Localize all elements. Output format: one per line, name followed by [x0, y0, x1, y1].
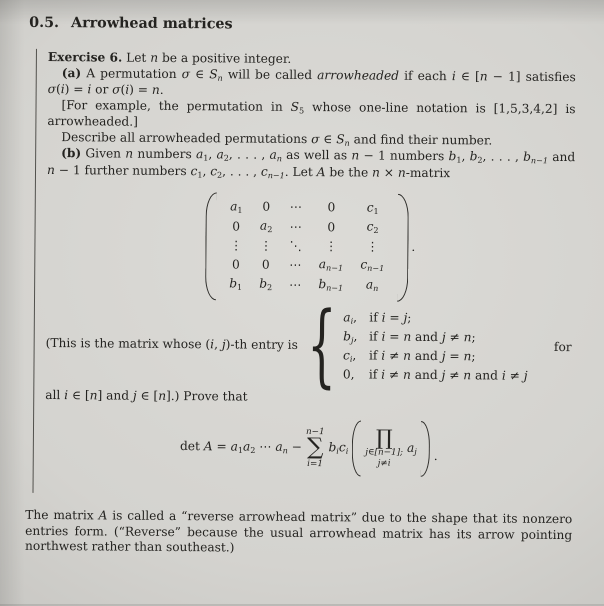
product-lower-limit-2: j≠i — [377, 458, 391, 469]
matrix-cell: ⋯ — [289, 219, 302, 234]
case-value: ci, — [342, 348, 357, 364]
matrix-cell: c2 — [366, 219, 379, 236]
matrix-cell: a2 — [259, 219, 273, 235]
matrix-cell: b2 — [259, 276, 273, 293]
case-value: bj, — [343, 329, 358, 345]
formula-period: . — [433, 449, 438, 464]
product-body: aj — [406, 440, 417, 457]
product-operator: ∏ — [375, 425, 393, 450]
case-row — [343, 310, 528, 328]
matrix-grid — [216, 192, 398, 301]
matrix-period: . — [411, 239, 416, 254]
product-right-paren — [421, 421, 430, 477]
section-heading — [29, 14, 576, 36]
case-condition: if i = n and j ≠ n; — [369, 329, 476, 345]
matrix-right-paren — [397, 193, 409, 301]
matrix-cell: ⋮ — [229, 238, 243, 253]
section-number: 0.5. — [29, 14, 60, 32]
matrix-left-paren — [205, 192, 217, 300]
part-a-paragraph: (a) A permutation σ ∈ Sn will be called arrowheaded if each i ∈ [n − 1] satisfies σ(i) = i or σ(i) = n. — [47, 65, 576, 98]
product — [365, 425, 404, 469]
product-lower-limit-1: j∈[n−1]; — [365, 447, 404, 459]
case-value: ai, — [343, 310, 358, 326]
matrix-cell: ⋮ — [366, 239, 379, 254]
case-value: 0, — [342, 367, 355, 382]
matrix-cell: 0 — [327, 220, 336, 235]
matrix-cell: ⋯ — [289, 277, 302, 292]
matrix-cell: a1 — [230, 199, 243, 215]
closing-remark-paragraph: The matrix A is called a “reverse arrowhead matrix” due to the shape that its nonzero entries form. (“Reverse” because the usual arrowhead matrix has its arrow pointing northwest rather than southeast.) — [25, 507, 573, 555]
case-row — [343, 329, 528, 347]
case-row — [343, 348, 528, 366]
matrix-cell: ⋮ — [324, 239, 338, 254]
matrix-cell: c1 — [366, 200, 379, 216]
case-row — [343, 367, 528, 384]
case-condition: if i ≠ n and j ≠ n and i ≠ j — [368, 367, 528, 383]
cases-intro-text: (This is the matrix whose (i, j)-th entry is — [45, 336, 298, 353]
matrix-cell: ⋯ — [289, 257, 302, 273]
case-condition: if i ≠ n and j = n; — [368, 348, 476, 364]
matrix-cell: 0 — [261, 257, 270, 272]
matrix-cell: 0 — [231, 257, 240, 272]
reverse-arrowhead-matrix — [205, 192, 409, 302]
matrix-cell: 0 — [262, 199, 271, 215]
part-a-example-paragraph: [For example, the permutation in S5 whose one-line notation is [1,5,3,4,2] is arrowheaded.] — [47, 97, 576, 130]
exercise-block — [32, 49, 575, 497]
sum-operator: ∑ — [306, 434, 324, 461]
matrix-cell: b1 — [229, 276, 243, 293]
cases-table — [343, 310, 528, 384]
matrix-cell: 0 — [327, 200, 336, 215]
for-label: for — [553, 340, 572, 355]
case-condition: if i = j; — [369, 310, 412, 325]
cases-brace: { — [307, 293, 337, 398]
matrix-cell: bn−1 — [318, 277, 344, 293]
section-title: Arrowhead matrices — [70, 15, 233, 33]
sum-upper-limit: n−1 — [305, 426, 325, 437]
summation — [306, 427, 325, 470]
cases-outro-paragraph: all i ∈ [n] and j ∈ [n].) Prove that — [45, 387, 248, 404]
formula-mid: bici — [328, 439, 349, 456]
determinant-formula — [45, 418, 573, 478]
exercise-intro-paragraph: Exercise 6. Let n be a positive integer. — [47, 50, 292, 67]
matrix-cell: cn−1 — [360, 257, 385, 274]
matrix-display — [46, 191, 575, 303]
matrix-cell: 0 — [232, 219, 241, 234]
part-b-paragraph: (b) Given n numbers a1, a2, . . . , an as well as n − 1 numbers b1, b2, . . . , bn−1 and n − 1 further numbers c1, c2, . . . , cn−1. Let A be the n × n-matrix — [46, 146, 576, 181]
formula-lhs: det A = a1a2 ⋯ an − — [179, 438, 302, 456]
matrix-cell: ⋮ — [259, 238, 273, 253]
part-a-task-paragraph: Describe all arrowheaded permutations σ ∈ Sn and find their number. — [61, 129, 493, 148]
matrix-cell: ⋱ — [289, 238, 302, 253]
sum-lower-limit: i=1 — [307, 459, 324, 470]
product-left-paren — [352, 420, 361, 476]
matrix-cell: an−1 — [318, 257, 344, 274]
matrix-cell: an — [365, 277, 379, 294]
matrix-cell: ⋯ — [289, 200, 303, 215]
